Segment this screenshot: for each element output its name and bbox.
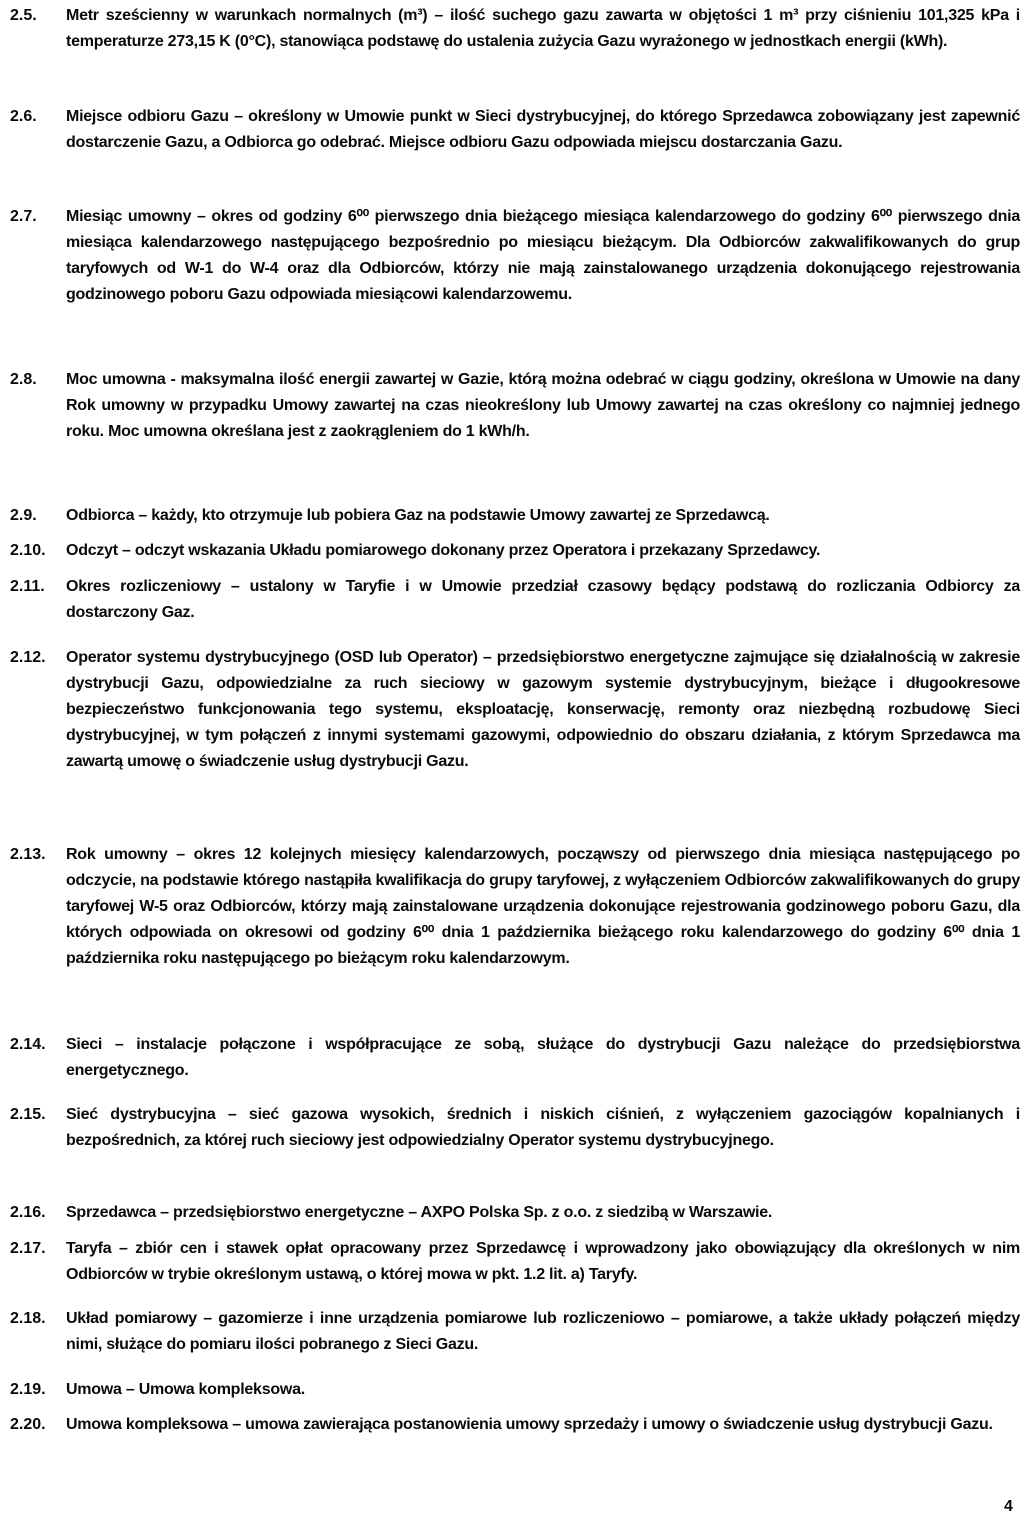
definition-number: 2.18. <box>10 1310 46 1327</box>
definition-number: 2.11. <box>10 578 45 595</box>
definition-text: Sieci – instalacje połączone i współpracujące ze sobą, służące do dystrybucji Gazu należące do przedsiębiorstwa energetycznego. <box>66 1036 1020 1079</box>
definition-text: Miesiąc umowny – okres od godziny 6⁰⁰ pierwszego dnia bieżącego miesiąca kalendarzowego do godziny 6⁰⁰ pierwszego dnia miesiąca kalendarzowego następującego bezpośrednio po miesiącu bieżącym. Dla Odbiorców zakwalifikowanych do grup taryfowych od W-1 do W-4 oraz dla Odbiorców, którzy nie mają zainstalowanego urządzenia dokonującego rejestrowania godzinowego poboru Gazu odpowiada miesiącowi kalendarzowemu. <box>66 208 1020 303</box>
definition-number: 2.10. <box>10 542 46 559</box>
definition-text: Taryfa – zbiór cen i stawek opłat opracowany przez Sprzedawcę i wprowadzony jako obowiązujący dla określonych w nim Odbiorców w trybie określonym ustawą, o której mowa w pkt. 1.2 lit. a) Taryfy. <box>66 1240 1020 1283</box>
definition-number: 2.14. <box>10 1036 46 1053</box>
definition-text: Rok umowny – okres 12 kolejnych miesięcy kalendarzowych, począwszy od pierwszego dnia miesiąca następującego po odczycie, na podstawie którego nastąpiła kwalifikacja do grupy taryfowej, z wyłączeniem Odbiorców zakwalifikowanych do grupy taryfowej W-5 oraz Odbiorców, którzy mają zainstalowane urządzenia dokonujące rejestrowania godzinowego poboru Gazu, dla których odpowiada on okresowi od godziny 6⁰⁰ dnia 1 października bieżącego roku kalendarzowego do godziny 6⁰⁰ dnia 1 października roku następującego po bieżącym roku kalendarzowym. <box>66 846 1020 967</box>
definition-number: 2.12. <box>10 649 46 666</box>
definition-number: 2.20. <box>10 1416 46 1433</box>
definition-number: 2.5. <box>10 7 37 24</box>
definition-text: Umowa kompleksowa – umowa zawierająca postanowienia umowy sprzedaży i umowy o świadczenie usług dystrybucji Gazu. <box>66 1416 993 1433</box>
definition-text: Operator systemu dystrybucyjnego (OSD lub Operator) – przedsiębiorstwo energetyczne zajmujące się działalnością w zakresie dystrybucji Gazu, odpowiedzialne za ruch sieciowy w gazowym systemie dystrybucyjnym, bieżące i długookresowe bezpieczeństwo funkcjonowania tego systemu, eksploatację, konserwację, remonty oraz niezbędną rozbudowę Sieci dystrybucyjnej, w tym połączeń z innymi systemami gazowymi, odpowiednio do obszaru działania, z którym Sprzedawca ma zawartą umowę o świadczenie usług dystrybucji Gazu. <box>66 649 1020 770</box>
definition-text: Okres rozliczeniowy – ustalony w Taryfie i w Umowie przedział czasowy będący podstawą do rozliczania Odbiorcy za dostarczony Gaz. <box>66 578 1020 621</box>
definition-number: 2.17. <box>10 1240 46 1257</box>
definition-text: Umowa – Umowa kompleksowa. <box>66 1381 305 1398</box>
definition-number: 2.19. <box>10 1381 46 1398</box>
definition-text: Układ pomiarowy – gazomierze i inne urządzenia pomiarowe lub rozliczeniowo – pomiarowe, a także układy połączeń między nimi, służące do pomiaru ilości pobranego z Sieci Gazu. <box>66 1310 1020 1353</box>
definition-text: Odczyt – odczyt wskazania Układu pomiarowego dokonany przez Operatora i przekazany Sprzedawcy. <box>66 542 821 559</box>
definition-text: Odbiorca – każdy, kto otrzymuje lub pobiera Gaz na podstawie Umowy zawartej ze Sprzedawcą. <box>66 507 770 524</box>
definition-number: 2.13. <box>10 846 46 863</box>
definition-number: 2.6. <box>10 108 37 125</box>
definition-text: Metr sześcienny w warunkach normalnych (m³) – ilość suchego gazu zawarta w objętości 1 m³ przy ciśnieniu 101,325 kPa i temperaturze 273,15 K (0°C), stanowiąca podstawę do ustalenia zużycia Gazu wyrażonego w jednostkach energii (kWh). <box>66 7 1020 50</box>
definition-number: 2.7. <box>10 208 37 225</box>
definition-number: 2.15. <box>10 1106 46 1123</box>
definition-text: Miejsce odbioru Gazu – określony w Umowie punkt w Sieci dystrybucyjnej, do którego Sprzedawca zobowiązany jest zapewnić dostarczenie Gazu, a Odbiorca go odebrać. Miejsce odbioru Gazu odpowiada miejscu dostarczania Gazu. <box>66 108 1020 151</box>
definition-number: 2.8. <box>10 371 37 388</box>
definition-text: Sieć dystrybucyjna – sieć gazowa wysokich, średnich i niskich ciśnień, z wyłączeniem gazociągów kopalnianych i bezpośrednich, za której ruch sieciowy jest odpowiedzialny Operator systemu dystrybucyjnego. <box>66 1106 1020 1149</box>
definition-number: 2.9. <box>10 507 37 524</box>
definition-text: Moc umowna - maksymalna ilość energii zawartej w Gazie, którą można odebrać w ciągu godziny, określona w Umowie na dany Rok umowny w przypadku Umowy zawartej na czas nieokreślony lub Umowy zawartej na czas określony co najmniej jednego roku. Moc umowna określana jest z zaokrągleniem do 1 kWh/h. <box>66 371 1020 440</box>
page-number: 4 <box>1004 1498 1013 1515</box>
definition-text: Sprzedawca – przedsiębiorstwo energetyczne – AXPO Polska Sp. z o.o. z siedzibą w Warszawie. <box>66 1204 773 1221</box>
definition-number: 2.16. <box>10 1204 46 1221</box>
